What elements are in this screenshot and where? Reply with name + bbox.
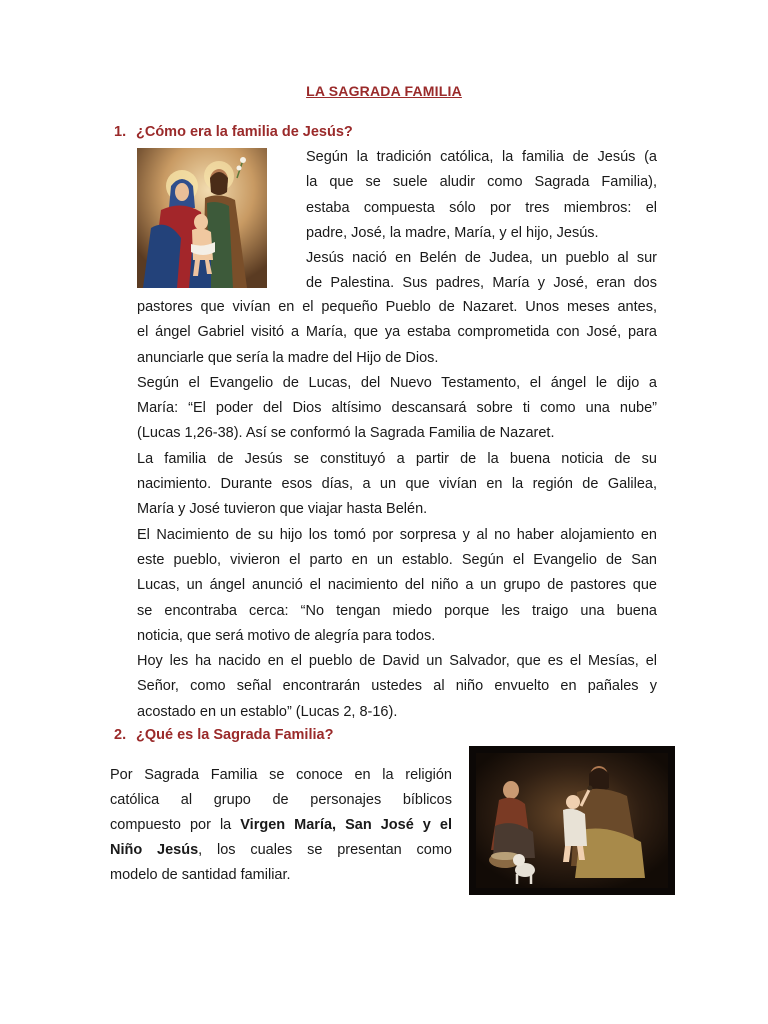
intro-line: estaba compuesta sólo por tres miembros: el: [306, 199, 657, 216]
body-line: pastores que vivían en el pequeño Pueblo de Nazaret. Unos meses antes,: [137, 299, 657, 315]
intro-line: la que se suele aludir como Sagrada Familia),: [306, 174, 657, 191]
section-1-intro-text: [306, 145, 657, 297]
sec2-line: [110, 838, 452, 863]
sec2-line: católica al grupo de personajes bíblicos: [110, 792, 452, 808]
body-line: María: “El poder del Dios altísimo descansará sobre ti como una nube”: [137, 400, 657, 417]
section-1-heading-text: ¿Cómo era la familia de Jesús?: [136, 124, 353, 140]
sec2-text: , los cuales se presentan como: [198, 842, 452, 858]
body-line: Según el Evangelio de Lucas, del Nuevo Testamento, el ángel le dijo a: [137, 374, 657, 391]
section-1-number: 1.: [114, 124, 127, 140]
holy-family-painting-image: [469, 746, 675, 895]
document-title: LA SAGRADA FAMILIA: [306, 83, 462, 99]
body-line: Señor, como señal encontrarán ustedes al niño envuelto en pañales y: [137, 678, 657, 695]
body-line: nacimiento. Durante esos días, a un que vivían en la región de Galilea,: [137, 476, 657, 493]
sec2-text: compuesto por la: [110, 817, 241, 833]
section-2-heading: [114, 727, 333, 743]
section-1-body-text: [137, 295, 657, 725]
sec2-line: modelo de santidad familiar.: [110, 867, 291, 883]
section-2-number: 2.: [114, 727, 127, 743]
body-line: noticia, que será motivo de alegría para todos.: [137, 627, 436, 644]
body-line: (Lucas 1,26-38). Así se conformó la Sagrada Familia de Nazaret.: [137, 425, 555, 442]
body-line: se encontraba cerca: “No tengan miedo porque les traigo una buena: [137, 602, 657, 619]
body-line: La familia de Jesús se constituyó a partir de la buena noticia de su: [137, 450, 657, 467]
intro-line: Según la tradición católica, la familia de Jesús (a: [306, 149, 657, 165]
holy-family-image: [137, 148, 267, 288]
section-2-body-text: [110, 763, 452, 888]
body-line: Hoy les ha nacido en el pueblo de David un Salvador, que es el Mesías, el: [137, 653, 657, 670]
intro-line: padre, José, la madre, María, y el hijo, Jesús.: [306, 224, 599, 241]
section-1-heading: [114, 124, 353, 140]
body-line: el ángel Gabriel visitó a María, que ya estaba comprometida con José, para: [137, 324, 657, 341]
intro-line: de Palestina. Sus padres, María y José, eran dos: [306, 275, 657, 292]
body-line: acostado en un establo” (Lucas 2, 8-16).: [137, 703, 398, 720]
body-line: Lucas, un ángel anunció el nacimiento del niño a un grupo de pastores que: [137, 577, 657, 594]
sec2-bold-text: Virgen María, San José y el: [240, 817, 452, 833]
body-line: este pueblo, vivieron el parto en un establo. Según el Evangelio de San: [137, 551, 657, 568]
sec2-line: [110, 813, 452, 838]
body-line: María y José tuvieron que viajar hasta Belén.: [137, 501, 428, 518]
section-2-heading-text: ¿Qué es la Sagrada Familia?: [136, 727, 334, 743]
body-line: El Nacimiento de su hijo los tomó por sorpresa y al no haber alojamiento en: [137, 526, 657, 543]
intro-line: Jesús nació en Belén de Judea, un pueblo al sur: [306, 250, 657, 267]
body-line: anunciarle que sería la madre del Hijo de Dios.: [137, 349, 439, 366]
sec2-bold-text: Niño Jesús: [110, 842, 199, 858]
sec2-line: Por Sagrada Familia se conoce en la religión: [110, 767, 452, 783]
